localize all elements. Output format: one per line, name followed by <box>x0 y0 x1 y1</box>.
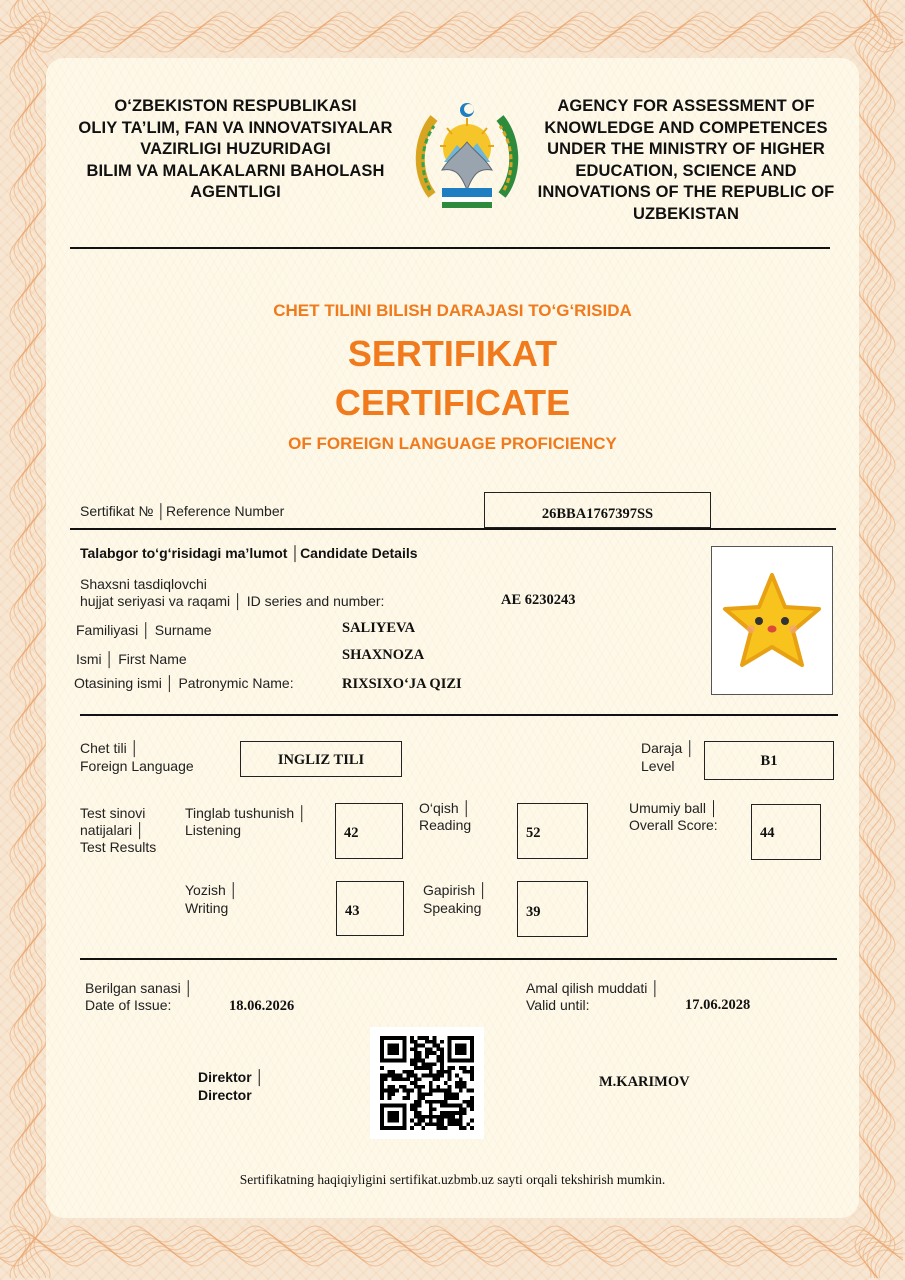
header-right-line: AGENCY FOR ASSESSMENT OF <box>557 97 815 115</box>
reference-value: 26BBA1767397SS <box>541 506 654 522</box>
header-right-line: UZBEKISTAN <box>632 204 740 223</box>
speaking-value: 39 <box>526 904 541 920</box>
listening-box <box>335 803 403 859</box>
listening-label-line1: Tinglab tushunish │ <box>185 805 307 821</box>
candidate-photo <box>711 546 833 695</box>
director-name: M.KARIMOV <box>599 1074 690 1090</box>
writing-value: 43 <box>345 903 360 919</box>
qr-code-icon <box>380 1036 474 1130</box>
header-left-uz <box>58 96 413 204</box>
candidate-divider <box>80 714 838 716</box>
issue-label-line1: Berilgan sanasi │ <box>85 980 194 996</box>
overall-box <box>751 804 821 860</box>
results-label-line1: Test sinovi <box>80 805 146 821</box>
speaking-label-line1: Gapirish │ <box>423 882 488 898</box>
speaking-box <box>517 881 588 937</box>
id-value: AE 6230243 <box>501 592 576 608</box>
subtitle-bottom: OF FOREIGN LANGUAGE PROFICIENCY <box>288 434 617 453</box>
header-left-line: AGENTLIGI <box>190 183 281 201</box>
header-divider <box>70 247 830 249</box>
level-box <box>704 741 834 780</box>
issue-value: 18.06.2026 <box>229 998 295 1014</box>
overall-label-line1: Umumiy ball │ <box>629 800 719 816</box>
writing-label-line1: Yozish │ <box>185 882 239 898</box>
reading-value: 52 <box>526 825 541 841</box>
language-box <box>240 741 402 777</box>
id-label-line1: Shaxsni tasdiqlovchi <box>80 576 207 592</box>
title-uz: SERTIFIKAT <box>347 333 558 374</box>
speaking-label-line2: Speaking <box>423 900 482 916</box>
level-value: B1 <box>760 753 778 769</box>
language-label-line2: Foreign Language <box>80 758 194 774</box>
results-label-line3: Test Results <box>80 839 157 855</box>
valid-label-line2: Valid until: <box>526 997 590 1013</box>
issue-label-line2: Date of Issue: <box>85 997 172 1013</box>
header-right-line: UNDER THE MINISTRY OF HIGHER <box>547 140 825 158</box>
listening-value: 42 <box>344 825 359 841</box>
subtitle-top: CHET TILINI BILISH DARAJASI TO‘G‘RISIDA <box>273 301 632 320</box>
header-left-line: BILIM VA MALAKALARNI BAHOLASH <box>86 161 385 180</box>
header-left-line: VAZIRLIGI HUZURIDAGI <box>140 140 331 158</box>
level-label-line1: Daraja │ <box>641 740 695 756</box>
title-en: CERTIFICATE <box>334 382 571 423</box>
overall-label-line2: Overall Score: <box>629 817 718 833</box>
header-right-line: KNOWLEDGE AND COMPETENCES <box>544 118 828 137</box>
reference-divider <box>70 528 836 530</box>
director-label-line1: Direktor │ <box>198 1069 265 1085</box>
patronymic-label: Otasining ismi │ Patronymic Name: <box>74 675 294 691</box>
header-left-line: O‘ZBEKISTON RESPUBLIKASI <box>114 97 357 115</box>
reference-box <box>484 492 711 528</box>
valid-value: 17.06.2028 <box>685 997 751 1013</box>
level-label-line2: Level <box>641 758 675 774</box>
overall-value: 44 <box>760 825 775 841</box>
firstname-label: Ismi │ First Name <box>76 651 187 667</box>
valid-label-line1: Amal qilish muddati │ <box>526 980 661 996</box>
reading-box <box>517 803 588 859</box>
smiling-star-icon <box>717 569 827 675</box>
listening-label-line2: Listening <box>185 822 242 838</box>
writing-box <box>336 881 404 936</box>
director-label-line2: Director <box>198 1087 252 1103</box>
header-right-line: EDUCATION, SCIENCE AND <box>575 161 797 180</box>
reference-label: Sertifikat № │Reference Number <box>80 503 285 519</box>
writing-label-line2: Writing <box>185 900 229 916</box>
results-divider <box>80 958 837 960</box>
language-value: INGLIZ TILI <box>277 752 365 768</box>
header-right-line: INNOVATIONS OF THE REPUBLIC OF <box>537 183 835 201</box>
header-right-en <box>527 96 845 225</box>
surname-value: SALIYEVA <box>342 620 416 636</box>
state-emblem-icon <box>412 100 522 212</box>
header-left-line: OLIY TA’LIM, FAN VA INNOVATSIYALAR <box>78 118 393 137</box>
patronymic-value: RIXSIXO‘JA QIZI <box>342 676 462 692</box>
qr-code[interactable] <box>370 1027 484 1139</box>
firstname-value: SHAXNOZA <box>342 647 425 663</box>
reading-label-line1: O‘qish │ <box>419 800 472 816</box>
results-label-line2: natijalari │ <box>80 822 145 838</box>
surname-label: Familiyasi │ Surname <box>76 622 212 638</box>
verification-note: Sertifikatning haqiqiyligini sertifikat.uzbmb.uz sayti orqali tekshirish mumkin. <box>239 1172 666 1187</box>
reading-label-line2: Reading <box>419 817 472 833</box>
candidate-heading: Talabgor to‘g‘risidagi ma’lumot │Candidate Details <box>80 545 418 561</box>
id-label-line2: hujjat seriyasi va raqami │ ID series and number: <box>80 593 385 609</box>
language-label-line1: Chet tili │ <box>80 740 140 756</box>
